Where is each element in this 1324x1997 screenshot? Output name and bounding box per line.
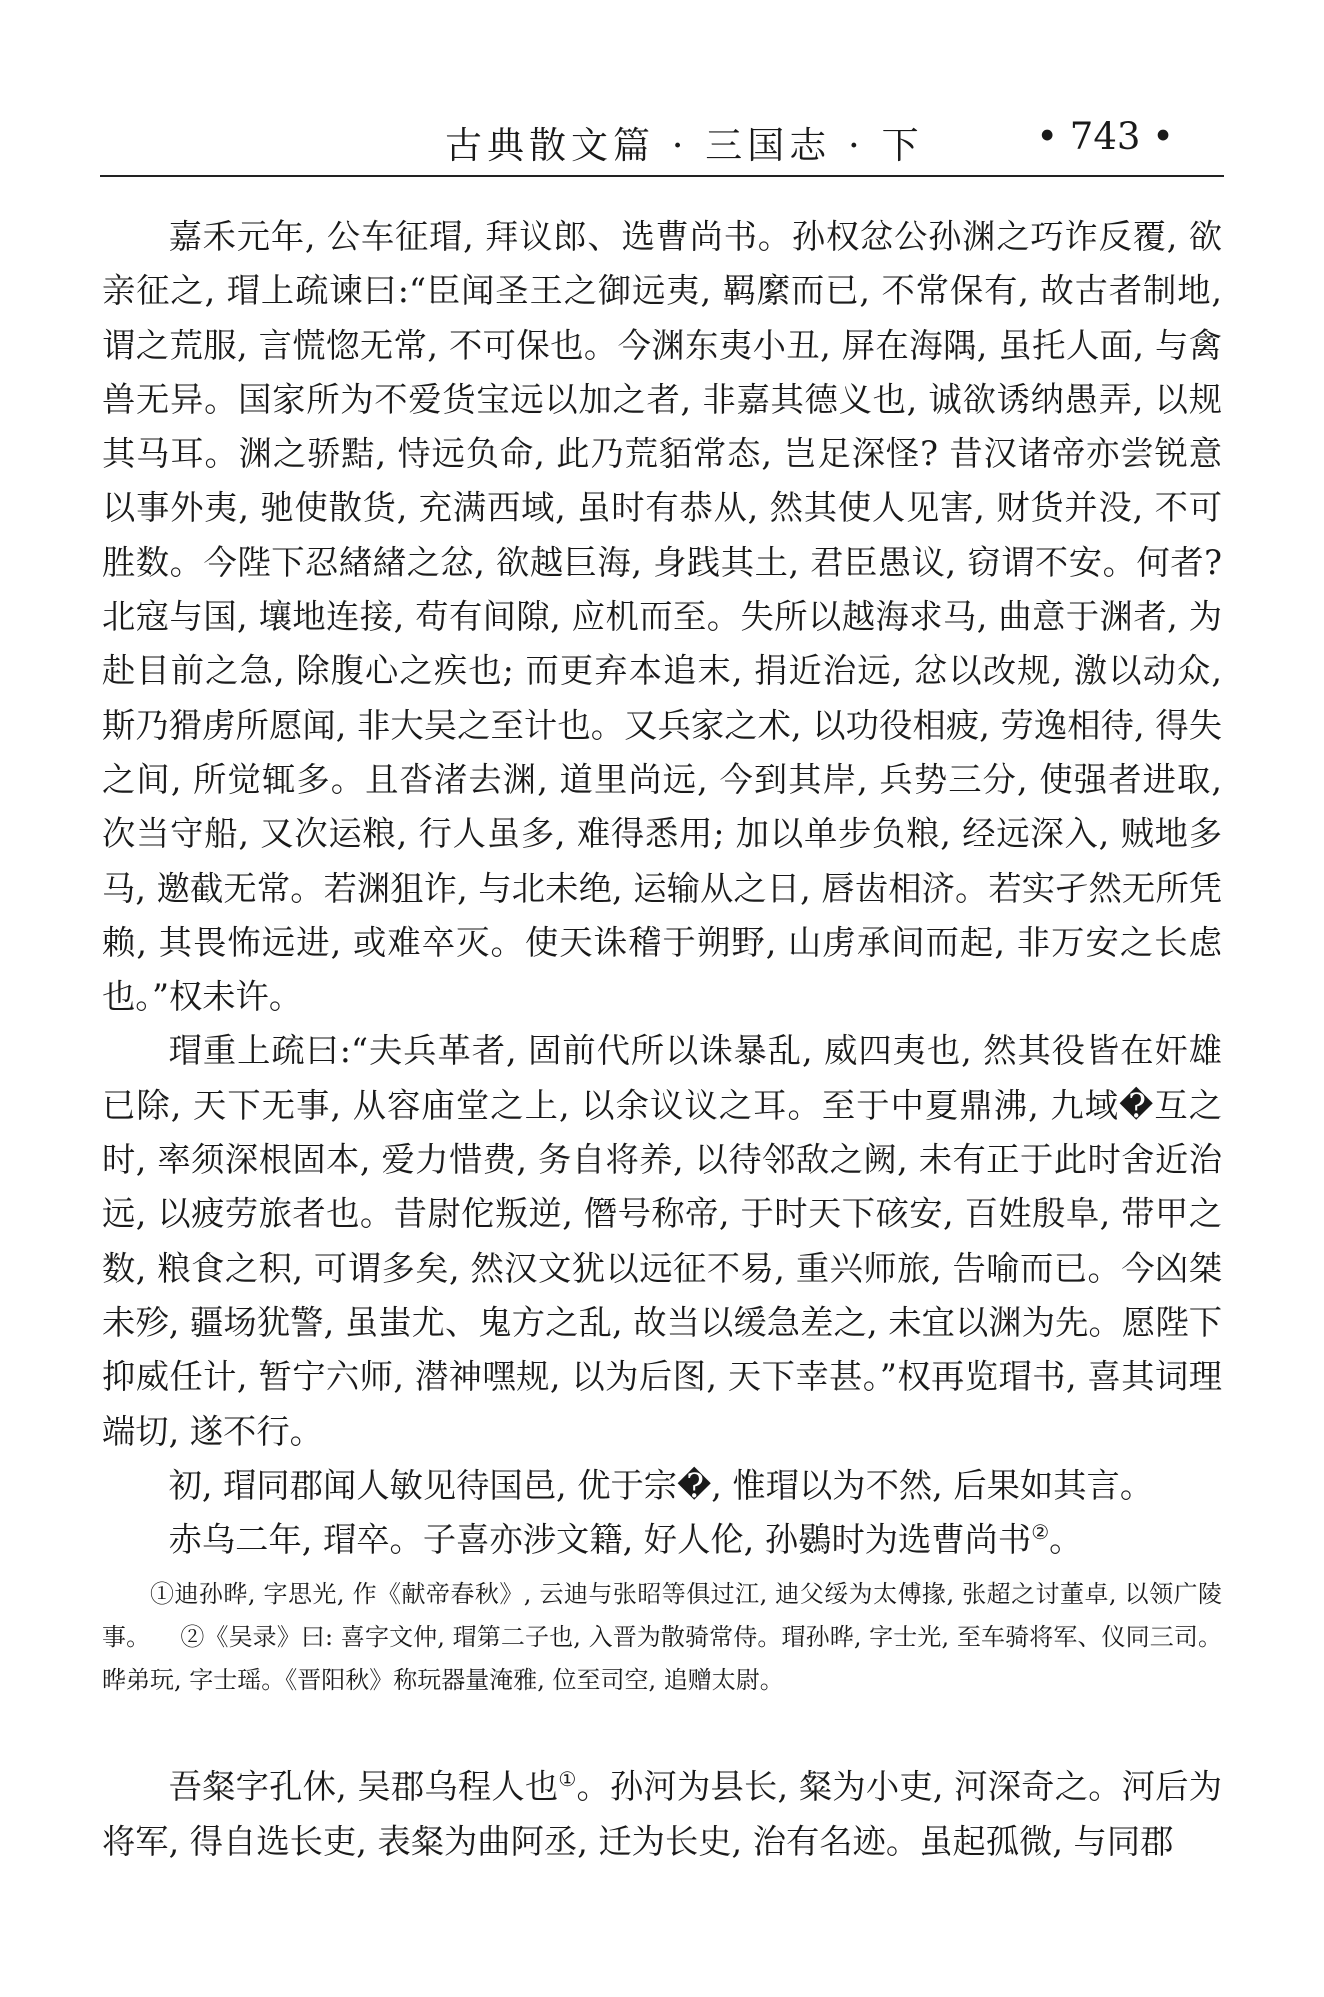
footnote-marker-2: ② [1031, 1520, 1050, 1545]
footnote-1: ①迪孙晔, 字思光, 作《献帝春秋》, 云迪与张昭等俱过江, 迪父绥为太傅掾, 张超之讨董卓, 以领广陵事。 [102, 1580, 1222, 1652]
next-biography [102, 1760, 1222, 1869]
running-title: 古典散文篇 · 三国志 · 下 [445, 124, 924, 167]
page-number: • 743 • [1036, 115, 1174, 158]
page-body [102, 210, 1222, 1869]
paragraph-4-text: 赤乌二年, 瑁卒。子喜亦涉文籍, 好人伦, 孙鷃时为选曹尚书 [168, 1520, 1032, 1560]
paragraph-3: 初, 瑁同郡闻人敏见待国邑, 优于宗�, 惟瑁以为不然, 后果如其言。 [168, 1465, 1154, 1505]
footnote-paragraph [102, 1573, 1222, 1702]
paragraph-5-text-b: 。孙河为县长, 粲为小吏, 河深奇之。河后为将军, 得自选长吏, 表粲为曲阿丞, 迁为长史, 治有名迹。虽起孤微, 与同郡 [102, 1767, 1222, 1861]
footnotes [102, 1573, 1222, 1702]
paragraph-4 [102, 1513, 1222, 1567]
footnote-2: ②《吴录》曰: 喜字文仲, 瑁第二子也, 入晋为散骑常侍。瑁孙晔, 字士光, 至车骑将军、仪同三司。晔弟玩, 字士瑶。《晋阳秋》称玩器量淹雅, 位至司空, 追赠太尉。 [102, 1623, 1223, 1695]
paragraph-5 [102, 1760, 1222, 1869]
footnote-marker-1: ① [558, 1767, 577, 1792]
page-header [100, 105, 1224, 177]
paragraph-2: 瑁重上疏曰:“夫兵革者, 固前代所以诛暴乱, 威四夷也, 然其役皆在奸雄已除, 天下无事, 从容庙堂之上, 以余议议之耳。至于中夏鼎沸, 九域�互之时, 率须深根固本, 爱力惜费, 务自将养, 以待邻敌之阙, 未有正于此时舍近治远, 以疲劳旅者也。昔尉佗叛逆, 僭号称帝, 于时天下硋安, 百姓殷阜, 带甲之数, 粮食之积, 可谓多矣, 然汉文犹以远征不易, 重兴师旅, 告喻而已。今凶桀未殄, 疆场犹警, 虽蚩尤、鬼方之乱, 故当以缓急差之, 未宜以渊为先。愿陛下抑威任计, 暂宁六师, 潜神嘿规, 以为后图, 天下幸甚。”权再览瑁书, 喜其词理端切, 遂不行。 [102, 1031, 1222, 1451]
paragraph-1: 嘉禾元年, 公车征瑁, 拜议郎、选曹尚书。孙权忿公孙渊之巧诈反覆, 欲亲征之, 瑁上疏谏曰:“臣闻圣王之御远夷, 羁縻而已, 不常保有, 故古者制地, 谓之荒服, 言慌惚无常, 不可保也。今渊东夷小丑, 屏在海隅, 虽托人面, 与禽兽无异。国家所为不爱货宝远以加之者, 非嘉其德义也, 诚欲诱纳愚弄, 以规其马耳。渊之骄黠, 恃远负命, 此乃荒貊常态, 岂足深怪? 昔汉诸帝亦尝锐意以事外夷, 驰使散货, 充满西域, 虽时有恭从, 然其使人见害, 财货并没, 不可胜数。今陛下忍緖緖之忿, 欲越巨海, 身践其土, 君臣愚议, 窃谓不安。何者? 北寇与国, 壤地连接, 苟有间隙, 应机而至。失所以越海求马, 曲意于渊者, 为赴目前之急, 除腹心之疾也; 而更弃本追末, 捐近治远, 忿以改规, 激以动众, 斯乃猾虏所愿闻, 非大吴之至计也。又兵家之术, 以功役相疲, 劳逸相待, 得失之间, 所觉辄多。且沓渚去渊, 道里尚远, 今到其岸, 兵势三分, 使强者进取, 次当守船, 又次运粮, 行人虽多, 难得悉用; 加以单步负粮, 经远深入, 贼地多马, 邀截无常。若渊狙诈, 与北未绝, 运输从之日, 唇齿相济。若实孑然无所凭赖, 其畏怖远进, 或难卒灭。使天诛稽于朔野, 山虏承间而起, 非万安之长虑也。”权未许。 [102, 217, 1222, 1017]
paragraph-5-text-a: 吾粲字孔休, 吴郡乌程人也 [168, 1767, 559, 1807]
paragraph-4-end: 。 [1049, 1520, 1083, 1560]
